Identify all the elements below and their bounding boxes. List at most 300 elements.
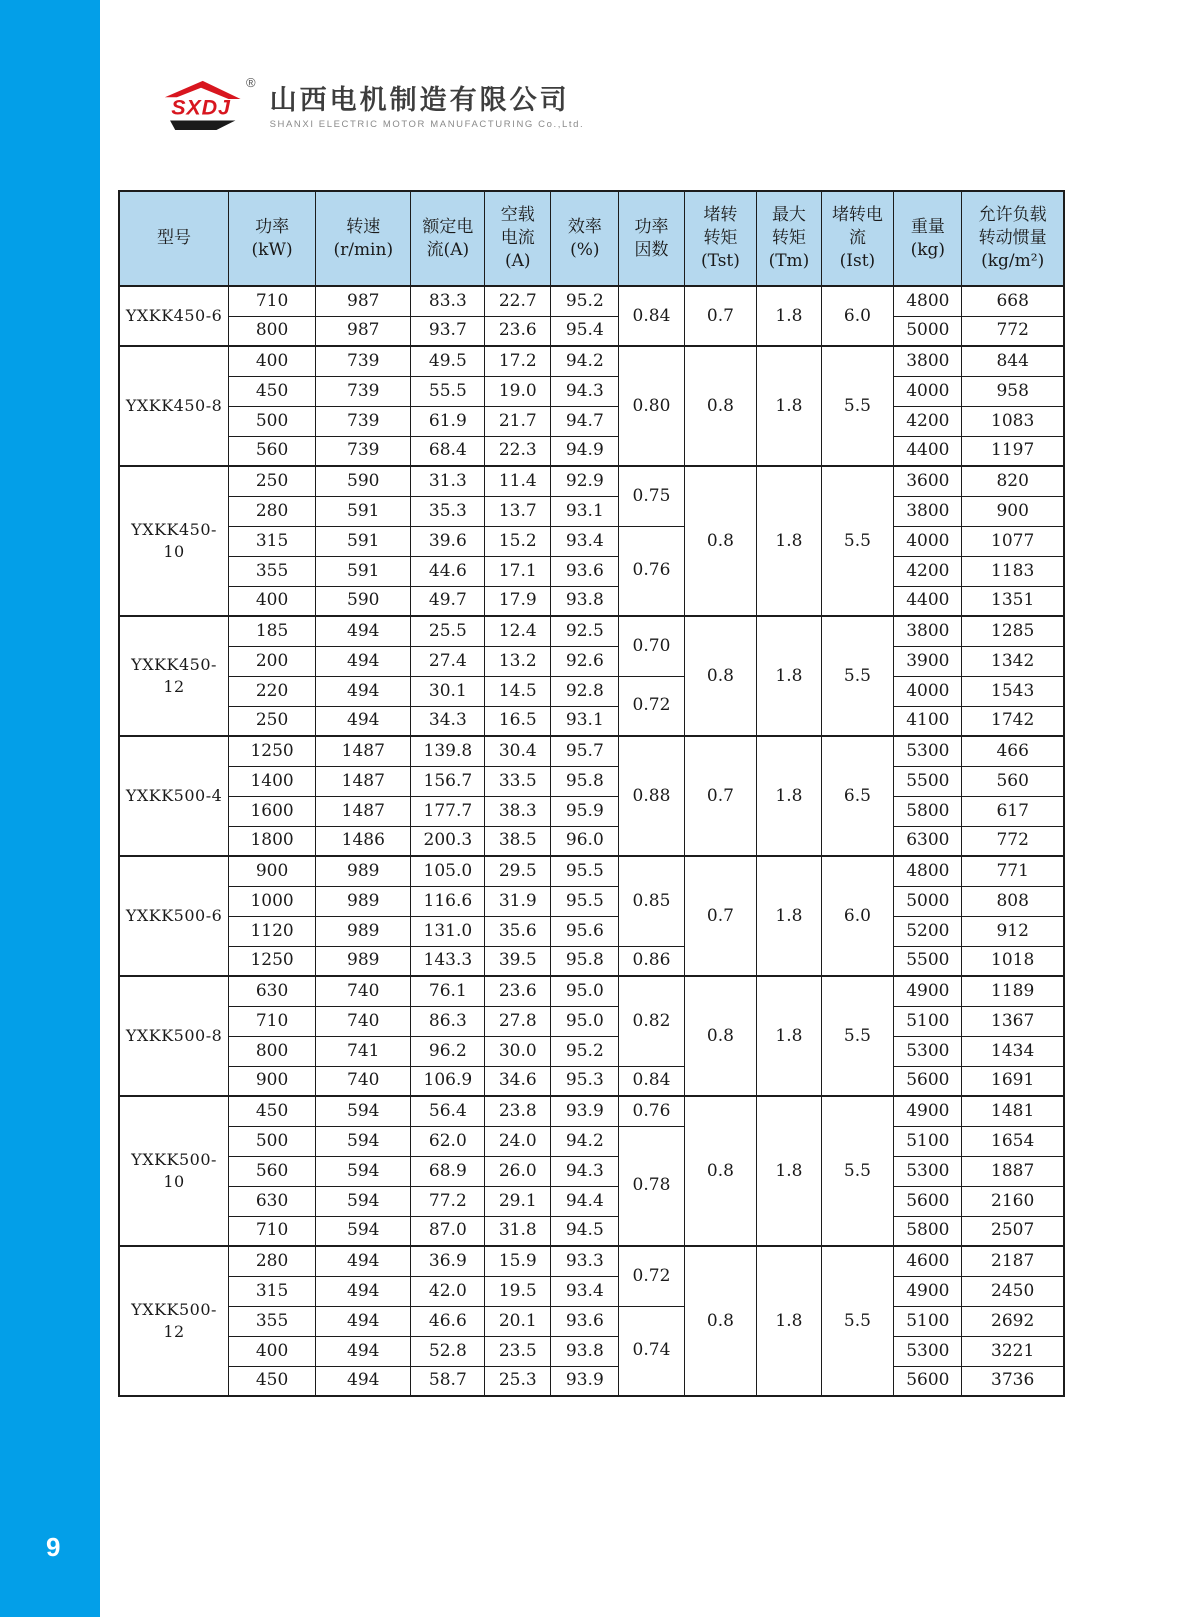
weight-cell: 5600 [894,1186,962,1216]
efficiency-cell: 94.3 [551,1156,619,1186]
noload-current-cell: 35.6 [485,916,551,946]
inertia-cell: 772 [962,826,1064,856]
power-factor-cell: 0.75 [619,466,684,526]
speed-cell: 739 [316,376,411,406]
noload-current-cell: 26.0 [485,1156,551,1186]
noload-current-cell: 39.5 [485,946,551,976]
weight-cell: 4900 [894,1096,962,1126]
table-row [119,946,1064,976]
efficiency-cell: 93.6 [551,1306,619,1336]
table-row [119,406,1064,436]
inertia-cell: 1183 [962,556,1064,586]
locked-current-cell: 6.0 [821,856,894,976]
table-row [119,1036,1064,1066]
table-row [119,1336,1064,1366]
spec-table-body [119,286,1064,1396]
table-row [119,646,1064,676]
rated-current-cell: 31.3 [411,466,485,496]
speed-cell: 989 [316,946,411,976]
rated-current-cell: 35.3 [411,496,485,526]
table-row [119,676,1064,706]
inertia-cell: 808 [962,886,1064,916]
max-torque-cell: 1.8 [757,616,821,736]
power-cell: 630 [229,976,316,1006]
power-factor-cell: 0.85 [619,856,684,946]
rated-current-cell: 156.7 [411,766,485,796]
power-cell: 400 [229,346,316,376]
rated-current-cell: 83.3 [411,286,485,316]
power-cell: 250 [229,706,316,736]
column-header-locked-current: 堵转电 流 (Ist) [821,191,894,286]
locked-torque-cell: 0.7 [684,736,757,856]
rated-current-cell: 34.3 [411,706,485,736]
table-row [119,1156,1064,1186]
efficiency-cell: 93.3 [551,1246,619,1276]
company-name-english: SHANXI ELECTRIC MOTOR MANUFACTURING Co.,Ltd. [269,118,585,130]
motor-spec-table [118,190,1065,1397]
model-cell: YXKK500-10 [119,1096,229,1246]
registered-trademark-icon: ® [246,75,256,90]
power-cell: 500 [229,406,316,436]
model-cell: YXKK500-12 [119,1246,229,1396]
speed-cell: 594 [316,1216,411,1246]
rated-current-cell: 52.8 [411,1336,485,1366]
noload-current-cell: 31.9 [485,886,551,916]
power-cell: 1250 [229,736,316,766]
power-factor-cell: 0.76 [619,526,684,616]
speed-cell: 740 [316,1006,411,1036]
efficiency-cell: 95.9 [551,796,619,826]
power-cell: 400 [229,586,316,616]
rated-current-cell: 49.5 [411,346,485,376]
efficiency-cell: 95.3 [551,1066,619,1096]
weight-cell: 5800 [894,1216,962,1246]
speed-cell: 739 [316,346,411,376]
table-row [119,526,1064,556]
weight-cell: 5100 [894,1006,962,1036]
weight-cell: 3800 [894,496,962,526]
weight-cell: 4800 [894,856,962,886]
locked-current-cell: 5.5 [821,466,894,616]
locked-torque-cell: 0.8 [684,1246,757,1396]
power-cell: 560 [229,1156,316,1186]
locked-torque-cell: 0.8 [684,616,757,736]
weight-cell: 4900 [894,1276,962,1306]
inertia-cell: 560 [962,766,1064,796]
inertia-cell: 1887 [962,1156,1064,1186]
rated-current-cell: 39.6 [411,526,485,556]
power-cell: 710 [229,286,316,316]
max-torque-cell: 1.8 [757,976,821,1096]
weight-cell: 4900 [894,976,962,1006]
table-row [119,1066,1064,1096]
table-row [119,286,1064,316]
column-header-rated-current: 额定电 流(A) [411,191,485,286]
rated-current-cell: 25.5 [411,616,485,646]
table-row [119,556,1064,586]
locked-torque-cell: 0.8 [684,1096,757,1246]
max-torque-cell: 1.8 [757,1096,821,1246]
efficiency-cell: 93.4 [551,1276,619,1306]
noload-current-cell: 34.6 [485,1066,551,1096]
rated-current-cell: 46.6 [411,1306,485,1336]
noload-current-cell: 33.5 [485,766,551,796]
table-row [119,346,1064,376]
locked-current-cell: 6.5 [821,736,894,856]
weight-cell: 4000 [894,376,962,406]
noload-current-cell: 12.4 [485,616,551,646]
speed-cell: 494 [316,1246,411,1276]
rated-current-cell: 200.3 [411,826,485,856]
table-row [119,736,1064,766]
weight-cell: 5500 [894,766,962,796]
power-factor-cell: 0.76 [619,1096,684,1126]
efficiency-cell: 95.5 [551,886,619,916]
table-row [119,916,1064,946]
noload-current-cell: 21.7 [485,406,551,436]
power-factor-cell: 0.78 [619,1126,684,1246]
efficiency-cell: 92.5 [551,616,619,646]
noload-current-cell: 17.2 [485,346,551,376]
power-cell: 1600 [229,796,316,826]
power-factor-cell: 0.84 [619,1066,684,1096]
table-row [119,1366,1064,1396]
efficiency-cell: 94.4 [551,1186,619,1216]
speed-cell: 987 [316,316,411,346]
speed-cell: 494 [316,706,411,736]
table-row [119,976,1064,1006]
inertia-cell: 1434 [962,1036,1064,1066]
table-row [119,1306,1064,1336]
power-cell: 1000 [229,886,316,916]
rated-current-cell: 49.7 [411,586,485,616]
power-factor-cell: 0.86 [619,946,684,976]
table-row [119,466,1064,496]
speed-cell: 594 [316,1186,411,1216]
table-row [119,436,1064,466]
rated-current-cell: 68.4 [411,436,485,466]
speed-cell: 740 [316,1066,411,1096]
noload-current-cell: 30.0 [485,1036,551,1066]
rated-current-cell: 177.7 [411,796,485,826]
speed-cell: 740 [316,976,411,1006]
speed-cell: 494 [316,646,411,676]
power-cell: 400 [229,1336,316,1366]
efficiency-cell: 92.6 [551,646,619,676]
weight-cell: 4200 [894,556,962,586]
rated-current-cell: 116.6 [411,886,485,916]
power-factor-cell: 0.84 [619,286,684,346]
rated-current-cell: 77.2 [411,1186,485,1216]
model-cell: YXKK500-6 [119,856,229,976]
efficiency-cell: 93.1 [551,706,619,736]
speed-cell: 494 [316,616,411,646]
inertia-cell: 1742 [962,706,1064,736]
speed-cell: 590 [316,466,411,496]
company-logo [158,76,584,134]
weight-cell: 5600 [894,1066,962,1096]
noload-current-cell: 23.5 [485,1336,551,1366]
spec-table-header [119,191,1064,286]
power-cell: 560 [229,436,316,466]
speed-cell: 494 [316,1336,411,1366]
rated-current-cell: 27.4 [411,646,485,676]
weight-cell: 5300 [894,1336,962,1366]
efficiency-cell: 95.2 [551,1036,619,1066]
rated-current-cell: 61.9 [411,406,485,436]
inertia-cell: 1481 [962,1096,1064,1126]
power-cell: 1250 [229,946,316,976]
inertia-cell: 1351 [962,586,1064,616]
inertia-cell: 3736 [962,1366,1064,1396]
locked-torque-cell: 0.7 [684,856,757,976]
noload-current-cell: 23.6 [485,976,551,1006]
table-row [119,706,1064,736]
power-cell: 315 [229,1276,316,1306]
locked-torque-cell: 0.8 [684,976,757,1096]
inertia-cell: 2160 [962,1186,1064,1216]
speed-cell: 591 [316,556,411,586]
model-cell: YXKK450-12 [119,616,229,736]
speed-cell: 594 [316,1126,411,1156]
weight-cell: 4800 [894,286,962,316]
noload-current-cell: 38.3 [485,796,551,826]
noload-current-cell: 30.4 [485,736,551,766]
power-cell: 1800 [229,826,316,856]
rated-current-cell: 55.5 [411,376,485,406]
efficiency-cell: 94.3 [551,376,619,406]
efficiency-cell: 95.0 [551,976,619,1006]
table-row [119,586,1064,616]
weight-cell: 4400 [894,586,962,616]
inertia-cell: 668 [962,286,1064,316]
table-row [119,376,1064,406]
rated-current-cell: 62.0 [411,1126,485,1156]
rated-current-cell: 56.4 [411,1096,485,1126]
rated-current-cell: 58.7 [411,1366,485,1396]
rated-current-cell: 87.0 [411,1216,485,1246]
power-cell: 280 [229,496,316,526]
power-cell: 900 [229,856,316,886]
efficiency-cell: 94.2 [551,1126,619,1156]
speed-cell: 989 [316,856,411,886]
table-row [119,496,1064,526]
efficiency-cell: 95.2 [551,286,619,316]
rated-current-cell: 105.0 [411,856,485,886]
power-cell: 200 [229,646,316,676]
inertia-cell: 772 [962,316,1064,346]
speed-cell: 1487 [316,736,411,766]
weight-cell: 3900 [894,646,962,676]
rated-current-cell: 143.3 [411,946,485,976]
table-row [119,826,1064,856]
efficiency-cell: 95.7 [551,736,619,766]
table-row [119,1126,1064,1156]
speed-cell: 494 [316,1306,411,1336]
inertia-cell: 2450 [962,1276,1064,1306]
inertia-cell: 2187 [962,1246,1064,1276]
weight-cell: 3600 [894,466,962,496]
weight-cell: 5200 [894,916,962,946]
speed-cell: 1486 [316,826,411,856]
inertia-cell: 2692 [962,1306,1064,1336]
weight-cell: 5300 [894,1156,962,1186]
power-cell: 800 [229,1036,316,1066]
speed-cell: 1487 [316,766,411,796]
sxdj-logo-icon [158,76,244,134]
speed-cell: 989 [316,916,411,946]
power-cell: 450 [229,376,316,406]
max-torque-cell: 1.8 [757,346,821,466]
locked-current-cell: 6.0 [821,286,894,346]
table-row [119,1216,1064,1246]
efficiency-cell: 93.9 [551,1096,619,1126]
weight-cell: 5500 [894,946,962,976]
power-factor-cell: 0.72 [619,676,684,736]
power-factor-cell: 0.88 [619,736,684,856]
svg-text:SXDJ: SXDJ [171,95,231,120]
model-cell: YXKK450-6 [119,286,229,346]
column-header-weight: 重量 (kg) [894,191,962,286]
column-header-noload-current: 空载 电流 (A) [485,191,551,286]
weight-cell: 4200 [894,406,962,436]
noload-current-cell: 15.9 [485,1246,551,1276]
power-cell: 1400 [229,766,316,796]
weight-cell: 5300 [894,736,962,766]
power-factor-cell: 0.70 [619,616,684,676]
speed-cell: 590 [316,586,411,616]
table-row [119,766,1064,796]
weight-cell: 4400 [894,436,962,466]
power-factor-cell: 0.82 [619,976,684,1066]
column-header-locked-torque: 堵转 转矩 (Tst) [684,191,757,286]
efficiency-cell: 93.8 [551,586,619,616]
efficiency-cell: 93.4 [551,526,619,556]
inertia-cell: 1543 [962,676,1064,706]
efficiency-cell: 95.0 [551,1006,619,1036]
max-torque-cell: 1.8 [757,286,821,346]
noload-current-cell: 38.5 [485,826,551,856]
max-torque-cell: 1.8 [757,736,821,856]
rated-current-cell: 106.9 [411,1066,485,1096]
table-row [119,1276,1064,1306]
inertia-cell: 1018 [962,946,1064,976]
power-cell: 315 [229,526,316,556]
inertia-cell: 912 [962,916,1064,946]
power-cell: 450 [229,1096,316,1126]
noload-current-cell: 27.8 [485,1006,551,1036]
efficiency-cell: 92.8 [551,676,619,706]
efficiency-cell: 96.0 [551,826,619,856]
column-header-power-factor: 功率 因数 [619,191,684,286]
inertia-cell: 1367 [962,1006,1064,1036]
inertia-cell: 1691 [962,1066,1064,1096]
power-cell: 630 [229,1186,316,1216]
table-row [119,1006,1064,1036]
table-row [119,316,1064,346]
locked-current-cell: 5.5 [821,1096,894,1246]
table-row [119,856,1064,886]
speed-cell: 1487 [316,796,411,826]
rated-current-cell: 68.9 [411,1156,485,1186]
noload-current-cell: 16.5 [485,706,551,736]
locked-torque-cell: 0.7 [684,286,757,346]
rated-current-cell: 30.1 [411,676,485,706]
inertia-cell: 1083 [962,406,1064,436]
table-row [119,1186,1064,1216]
efficiency-cell: 95.6 [551,916,619,946]
noload-current-cell: 13.7 [485,496,551,526]
max-torque-cell: 1.8 [757,466,821,616]
locked-current-cell: 5.5 [821,346,894,466]
speed-cell: 739 [316,406,411,436]
weight-cell: 5100 [894,1126,962,1156]
inertia-cell: 2507 [962,1216,1064,1246]
noload-current-cell: 17.9 [485,586,551,616]
model-cell: YXKK450-10 [119,466,229,616]
table-row [119,1096,1064,1126]
table-row [119,616,1064,646]
speed-cell: 494 [316,1276,411,1306]
power-cell: 355 [229,556,316,586]
noload-current-cell: 22.3 [485,436,551,466]
power-cell: 280 [229,1246,316,1276]
noload-current-cell: 29.1 [485,1186,551,1216]
speed-cell: 741 [316,1036,411,1066]
model-cell: YXKK500-8 [119,976,229,1096]
weight-cell: 3800 [894,346,962,376]
weight-cell: 4000 [894,526,962,556]
rated-current-cell: 76.1 [411,976,485,1006]
efficiency-cell: 94.9 [551,436,619,466]
rated-current-cell: 36.9 [411,1246,485,1276]
inertia-cell: 617 [962,796,1064,826]
locked-torque-cell: 0.8 [684,346,757,466]
speed-cell: 591 [316,496,411,526]
speed-cell: 989 [316,886,411,916]
noload-current-cell: 25.3 [485,1366,551,1396]
inertia-cell: 1654 [962,1126,1064,1156]
noload-current-cell: 17.1 [485,556,551,586]
max-torque-cell: 1.8 [757,856,821,976]
inertia-cell: 1197 [962,436,1064,466]
inertia-cell: 771 [962,856,1064,886]
inertia-cell: 820 [962,466,1064,496]
column-header-model: 型号 [119,191,229,286]
speed-cell: 494 [316,1366,411,1396]
power-cell: 500 [229,1126,316,1156]
company-name-block [270,76,585,130]
power-cell: 185 [229,616,316,646]
noload-current-cell: 22.7 [485,286,551,316]
inertia-cell: 958 [962,376,1064,406]
power-cell: 450 [229,1366,316,1396]
efficiency-cell: 95.8 [551,946,619,976]
efficiency-cell: 95.4 [551,316,619,346]
speed-cell: 594 [316,1156,411,1186]
speed-cell: 987 [316,286,411,316]
noload-current-cell: 20.1 [485,1306,551,1336]
power-cell: 900 [229,1066,316,1096]
weight-cell: 5000 [894,886,962,916]
inertia-cell: 900 [962,496,1064,526]
model-cell: YXKK500-4 [119,736,229,856]
inertia-cell: 1189 [962,976,1064,1006]
left-blue-sidebar [0,0,100,1617]
weight-cell: 6300 [894,826,962,856]
speed-cell: 591 [316,526,411,556]
inertia-cell: 466 [962,736,1064,766]
